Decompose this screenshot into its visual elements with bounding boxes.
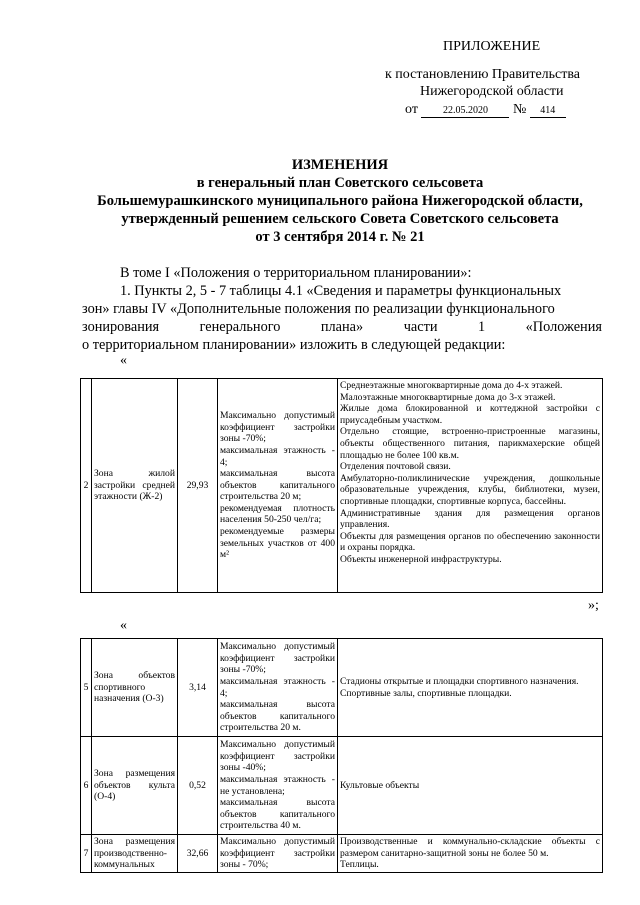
appendix-title: ПРИЛОЖЕНИЕ xyxy=(443,39,541,54)
zone-objects xyxy=(338,639,603,737)
point1-line-3 xyxy=(82,318,602,336)
object-line: Отдельно стоящие, встроенно-пристроенные магазины, объекты общественного питания, парикмахерские общей площадью не более 100 кв.м. xyxy=(340,426,600,461)
table-row xyxy=(81,835,603,873)
open-quote-1: « xyxy=(120,353,127,368)
point1-word-3: плана» xyxy=(320,319,364,335)
object-line: Объекты для размещения органов по обеспечению законности и охраны порядка. xyxy=(340,530,600,554)
title-line-2: в генеральный план Советского сельсовета xyxy=(196,175,484,191)
table-row xyxy=(81,639,603,737)
object-line: Малоэтажные многоквартирные дома до 3-х этажей. xyxy=(340,391,556,403)
param-line: Максимально допустимый коэффициент застройки зоны - 70%; xyxy=(220,836,335,871)
object-line: Объекты инженерной инфраструктуры. xyxy=(340,553,502,565)
object-line: Административные здания для размещения органов управления. xyxy=(340,507,600,531)
param-line: рекомендуемая плотность населения 50-250 чел/га; xyxy=(220,502,335,526)
object-line: Стадионы открытые и площадки спортивного назначения. xyxy=(340,675,579,687)
object-line: Спортивные залы, спортивные площадки. xyxy=(340,687,512,699)
zone-name: Зона объектов спортивного назначения (О-3) xyxy=(92,639,178,737)
param-line: максимальная этажность - 4; xyxy=(220,444,335,468)
point1-word-2: генерального xyxy=(199,319,281,335)
appendix-date-line xyxy=(405,101,566,118)
appendix-line-resolution: к постановлению Правительства xyxy=(385,67,581,82)
object-line: Культовые объекты xyxy=(340,779,420,791)
param-line: Максимально допустимый коэффициент застройки зоны -40%; xyxy=(220,739,335,774)
point1-word-5: 1 xyxy=(477,319,486,335)
title-line-5: от 3 сентября 2014 г. № 21 xyxy=(255,229,425,245)
object-line: Среднеэтажные многоквартирные дома до 4-х этажей. xyxy=(340,380,563,391)
zone-parameters xyxy=(218,835,338,873)
table-row xyxy=(81,379,603,593)
zones-table-1 xyxy=(80,378,603,593)
point1-line-4: о территориальном планировании» изложить в следующей редакции: xyxy=(82,337,506,353)
point1-word-6: «Положения xyxy=(525,319,602,335)
param-line: рекомендуемые размеры земельных участков от 400 м² xyxy=(220,526,335,561)
param-line: Максимально допустимый коэффициент застройки зоны -70%; xyxy=(220,410,335,445)
row-number: 2 xyxy=(81,379,92,593)
zone-parameters xyxy=(218,737,338,835)
resolution-date: 22.05.2020 xyxy=(421,105,509,118)
row-number: 7 xyxy=(81,835,92,873)
param-line: максимальная высота объектов капитального строительства 40 м. xyxy=(220,797,335,832)
zone-name: Зона жилой застройки средней этажности (Ж-2) xyxy=(92,379,178,593)
number-sign: № xyxy=(512,102,527,117)
param-line: максимальная высота объектов капитального строительства 20 м. xyxy=(220,699,335,734)
zone-objects xyxy=(338,737,603,835)
open-quote-2: « xyxy=(120,618,127,633)
object-line: Жилые дома блокированной и коттеджной застройки с приусадебным участком. xyxy=(340,403,600,426)
zone-area: 0,52 xyxy=(178,737,218,835)
param-line: максимальная высота объектов капитального строительства 20 м; xyxy=(220,468,335,503)
object-line: Амбулаторно-поликлинические учреждения, дошкольные образовательные учреждения, клубы, библиотеки, музеи, спортивные площадки, спортивные корпуса, бассейны. xyxy=(340,472,600,507)
zone-area: 32,66 xyxy=(178,835,218,873)
close-quote: »; xyxy=(588,598,599,613)
table-row xyxy=(81,737,603,835)
row-number: 5 xyxy=(81,639,92,737)
param-line: максимальная этажность - не установлена; xyxy=(220,773,335,797)
document-title xyxy=(80,156,600,246)
title-line-3: Большемурашкинского муниципального района Нижегородской области, xyxy=(97,193,583,209)
param-line: Максимально допустимый коэффициент застройки зоны -70%; xyxy=(220,641,335,676)
object-line: Теплицы. xyxy=(340,859,379,871)
zone-objects xyxy=(338,379,603,593)
zone-area: 29,93 xyxy=(178,379,218,593)
row-number: 6 xyxy=(81,737,92,835)
point1-word-1: зонирования xyxy=(82,319,160,335)
param-line: максимальная этажность - 4; xyxy=(220,675,335,699)
point1-line-2: зон» главы IV «Дополнительные положения по реализации функционального xyxy=(82,301,555,317)
object-line: Отделения почтовой связи. xyxy=(340,461,451,473)
resolution-number: 414 xyxy=(530,105,566,118)
title-line-1: ИЗМЕНЕНИЯ xyxy=(291,157,389,173)
zone-area: 3,14 xyxy=(178,639,218,737)
from-label: от xyxy=(405,102,418,117)
object-line: Производственные и коммунально-складские объекты с размером санитарно-защитной зоны не более 50 м. xyxy=(340,836,600,859)
title-line-4: утвержденный решением сельского Совета Советского сельсовета xyxy=(121,211,559,227)
zone-name: Зона размещения объектов культа (О-4) xyxy=(92,737,178,835)
zone-parameters xyxy=(218,639,338,737)
intro-paragraph: В томе I «Положения о территориальном планировании»: xyxy=(120,265,472,281)
point1-word-4: части xyxy=(403,319,438,335)
appendix-line-region: Нижегородской области xyxy=(420,84,564,99)
point1-line-1: 1. Пункты 2, 5 - 7 таблицы 4.1 «Сведения и параметры функциональных xyxy=(120,283,562,299)
zone-parameters xyxy=(218,379,338,593)
zone-objects xyxy=(338,835,603,873)
zones-table-2 xyxy=(80,638,603,873)
zone-name: Зона размещения производственно-коммунальных xyxy=(92,835,178,873)
